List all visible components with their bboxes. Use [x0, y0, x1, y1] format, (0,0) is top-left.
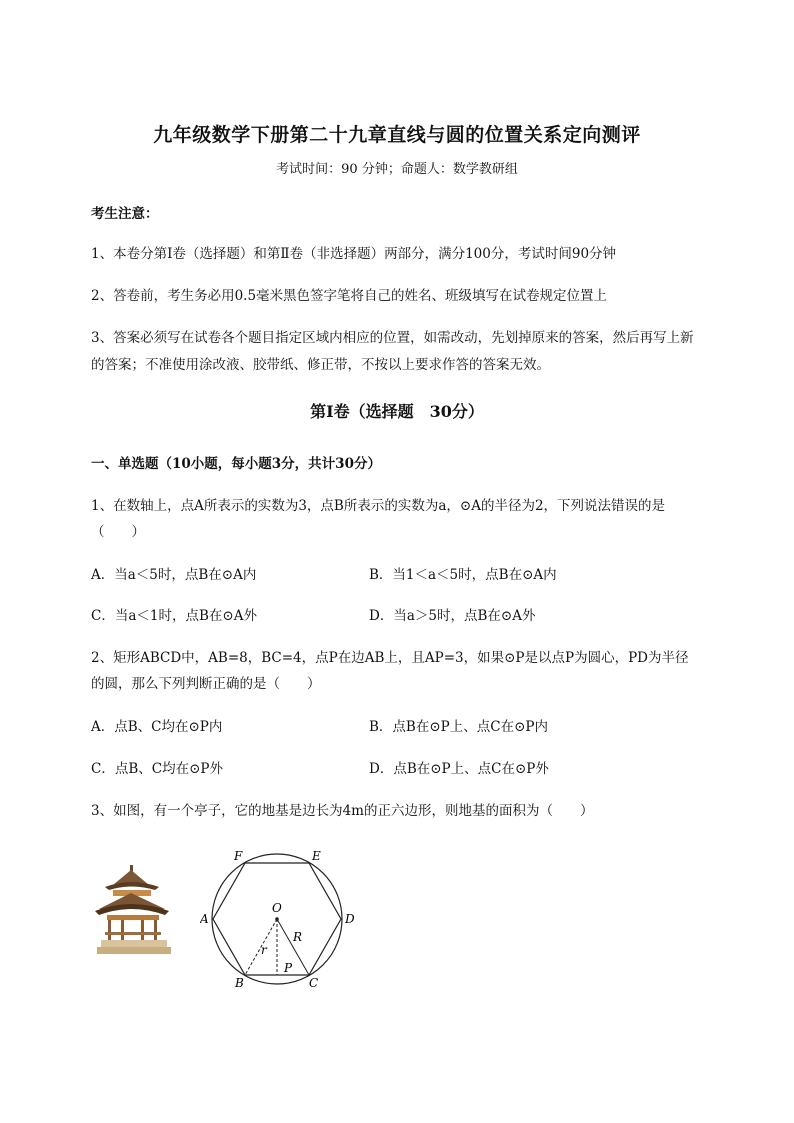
notice-item: 1、本卷分第I卷（选择题）和第Ⅱ卷（非选择题）两部分，满分100分，考试时间90分钟	[91, 246, 617, 262]
exam-info: 考试时间：90 分钟；命题人：数学教研组	[276, 162, 518, 177]
question-stem: 2、矩形ABCD中，AB=8，BC=4，点P在边AB上，且AP=3，如果⊙P是以点P为圆心，PD为半径	[91, 650, 689, 666]
question-stem: 的圆，那么下列判断正确的是（ ）	[91, 676, 321, 692]
option-b: B．当1＜a＜5时，点B在⊙A内	[369, 567, 557, 583]
page-title: 九年级数学下册第二十九章直线与圆的位置关系定向测评	[153, 124, 641, 146]
label-d: D	[345, 912, 355, 926]
option-b: B．点B在⊙P上、点C在⊙P内	[369, 719, 548, 735]
label-c: C	[309, 976, 319, 988]
option-d: D．点B在⊙P上、点C在⊙P外	[369, 761, 549, 777]
label-f: F	[234, 849, 243, 863]
label-p: P	[284, 961, 293, 975]
label-r-lower: r	[261, 943, 267, 957]
notice-item: 3、答案必须写在试卷各个题目指定区域内相应的位置，如需改动，先划掉原来的答案，然后再写上新	[91, 330, 694, 346]
part-heading: 一、单选题（10小题，每小题3分，共计30分）	[91, 456, 381, 472]
label-a: A	[200, 912, 209, 926]
hexagon-figure	[200, 848, 360, 988]
option-a: A．当a＜5时，点B在⊙A内	[91, 567, 257, 583]
label-o: O	[272, 901, 282, 915]
notice-item: 的答案；不准使用涂改液、胶带纸、修正带，不按以上要求作答的答案无效。	[91, 357, 550, 373]
question-stem: （ ）	[91, 524, 145, 540]
section-title: 第I卷（选择题 30分）	[310, 402, 484, 421]
label-r-upper: R	[293, 930, 303, 944]
notice-heading: 考生注意：	[91, 206, 159, 222]
label-e: E	[312, 849, 321, 863]
label-b: B	[235, 976, 244, 988]
question-stem: 1、在数轴上，点A所表示的实数为3，点B所表示的实数为a，⊙A的半径为2，下列说法错误的是	[91, 498, 666, 514]
option-d: D．当a＞5时，点B在⊙A外	[369, 608, 536, 624]
option-c: C．点B、C均在⊙P外	[91, 761, 223, 777]
pavilion-image	[95, 865, 175, 957]
question-stem: 3、如图，有一个亭子，它的地基是边长为4m的正六边形，则地基的面积为（ ）	[91, 803, 594, 819]
option-c: C．当a＜1时，点B在⊙A外	[91, 608, 257, 624]
notice-item: 2、答卷前，考生务必用0.5毫米黑色签字笔将自己的姓名、班级填写在试卷规定位置上	[91, 288, 608, 304]
option-a: A．点B、C均在⊙P内	[91, 719, 223, 735]
